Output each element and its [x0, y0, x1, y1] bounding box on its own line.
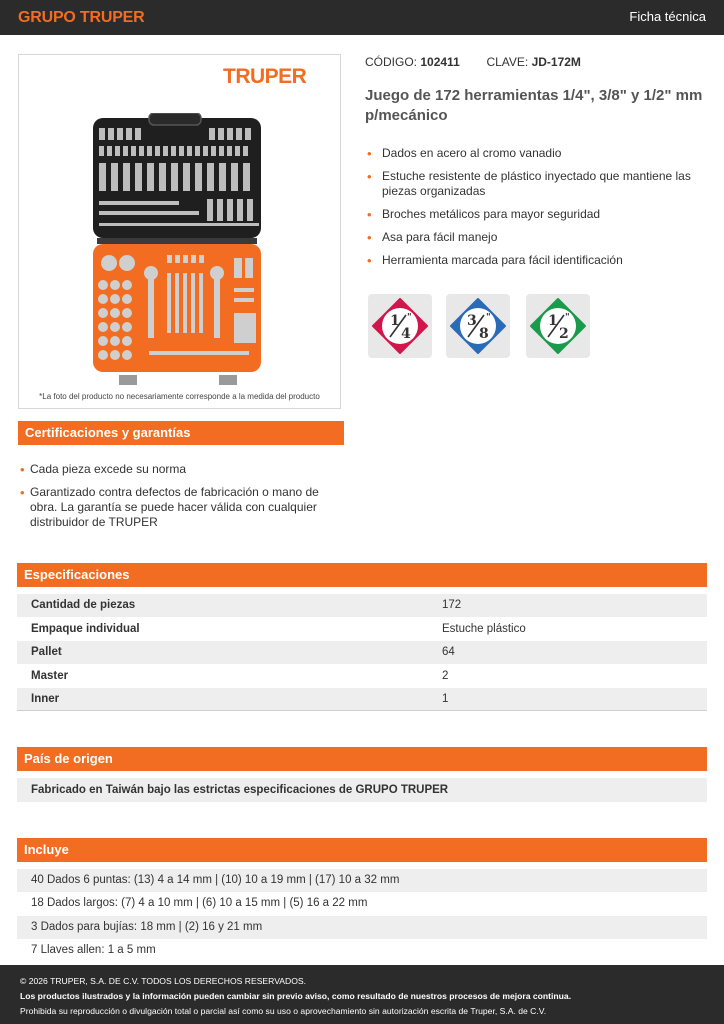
specifications-header: Especificaciones	[17, 563, 707, 587]
clave-label: CLAVE:	[486, 55, 529, 69]
spec-value: 1	[428, 688, 707, 711]
list-item: 18 Dados largos: (7) 4 a 10 mm | (6) 10 a 15 mm | (5) 16 a 22 mm	[31, 897, 368, 910]
list-item: 40 Dados 6 puntas: (13) 4 a 14 mm | (10) 10 a 19 mm | (17) 10 a 32 mm	[17, 869, 707, 892]
feature-list	[367, 146, 712, 276]
drive-1-4-den: 4	[401, 326, 411, 342]
origin-header: País de origen	[17, 747, 707, 771]
drive-1-2-icon	[526, 294, 590, 358]
feature-item: • Asa para fácil manejo	[367, 230, 712, 245]
drive-3-8-num: 3	[467, 313, 477, 329]
drive-1-4-num: 1	[390, 313, 400, 329]
certification-item: • Cada pieza excede su norma	[20, 462, 340, 477]
drive-1-2-den: 2	[559, 326, 569, 342]
svg-text:": "	[486, 313, 491, 323]
table-row	[17, 664, 707, 687]
spec-value: Estuche plástico	[428, 617, 707, 640]
spec-value: 2	[428, 664, 707, 687]
footer-copyright: © 2026 TRUPER, S.A. DE C.V. TODOS LOS DERECHOS RESERVADOS.	[20, 976, 307, 986]
footer	[0, 965, 724, 1024]
drive-1-4-icon	[368, 294, 432, 358]
product-codes	[365, 55, 581, 69]
top-bar	[0, 0, 724, 35]
brand-logo[interactable]: GRUPO TRUPER	[18, 9, 145, 26]
table-row	[17, 688, 707, 711]
clave-value: JD-172M	[531, 55, 581, 69]
spec-key: Empaque individual	[17, 617, 428, 640]
certification-item: • Garantizado contra defectos de fabricación o mano de obra. La garantía se puede hacer válida con cualquier distribuidor de TRUPER	[20, 485, 340, 530]
certifications-list	[20, 462, 340, 538]
photo-brand-logo: TRUPER	[223, 65, 307, 88]
spec-key: Master	[17, 664, 428, 687]
specifications-table	[17, 594, 707, 711]
ficha-tecnica-label: Ficha técnica	[629, 9, 706, 24]
product-photo	[89, 113, 269, 388]
spec-key: Pallet	[17, 641, 428, 664]
spec-value: 64	[428, 641, 707, 664]
photo-disclaimer: *La foto del producto no necesariamente corresponde a la medida del producto	[39, 392, 320, 401]
footer-legal: Prohibida su reproducción o divulgación total o parcial así como su uso o aprovechamiento sin autorización escrita de Truper, S.A. de C.V.	[20, 1006, 547, 1016]
table-row	[17, 594, 707, 617]
spec-key: Cantidad de piezas	[17, 594, 428, 617]
feature-item: • Dados en acero al cromo vanadio	[367, 146, 712, 161]
codigo-label: CÓDIGO:	[365, 55, 418, 69]
product-title: Juego de 172 herramientas 1/4", 3/8" y 1/2" mm p/mecánico	[365, 87, 703, 124]
spec-key: Inner	[17, 688, 428, 711]
codigo-value: 102411	[420, 55, 460, 69]
svg-text:": "	[565, 313, 570, 323]
origin-text: Fabricado en Taiwán bajo las estrictas especificaciones de GRUPO TRUPER	[17, 778, 707, 802]
feature-item: • Broches metálicos para mayor seguridad	[367, 207, 712, 222]
spec-value: 172	[428, 594, 707, 617]
table-row	[17, 641, 707, 664]
includes-list	[17, 869, 707, 963]
feature-item: • Herramienta marcada para fácil identificación	[367, 253, 712, 268]
footer-notice: Los productos ilustrados y la información pueden cambiar sin previo aviso, como resultado de nuestros procesos de mejora continua.	[20, 991, 572, 1001]
table-row	[17, 617, 707, 640]
product-photo-frame	[18, 54, 341, 409]
list-item: 7 Llaves allen: 1 a 5 mm	[31, 944, 156, 957]
includes-header: Incluye	[17, 838, 707, 862]
feature-item: • Estuche resistente de plástico inyectado que mantiene las piezas organizadas	[367, 169, 712, 199]
list-item: 3 Dados para bujías: 18 mm | (2) 16 y 21 mm	[17, 916, 707, 939]
drive-3-8-icon	[446, 294, 510, 358]
certifications-header: Certificaciones y garantías	[18, 421, 344, 445]
svg-text:": "	[407, 313, 412, 323]
drive-3-8-den: 8	[479, 326, 489, 342]
drive-1-2-num: 1	[548, 313, 558, 329]
